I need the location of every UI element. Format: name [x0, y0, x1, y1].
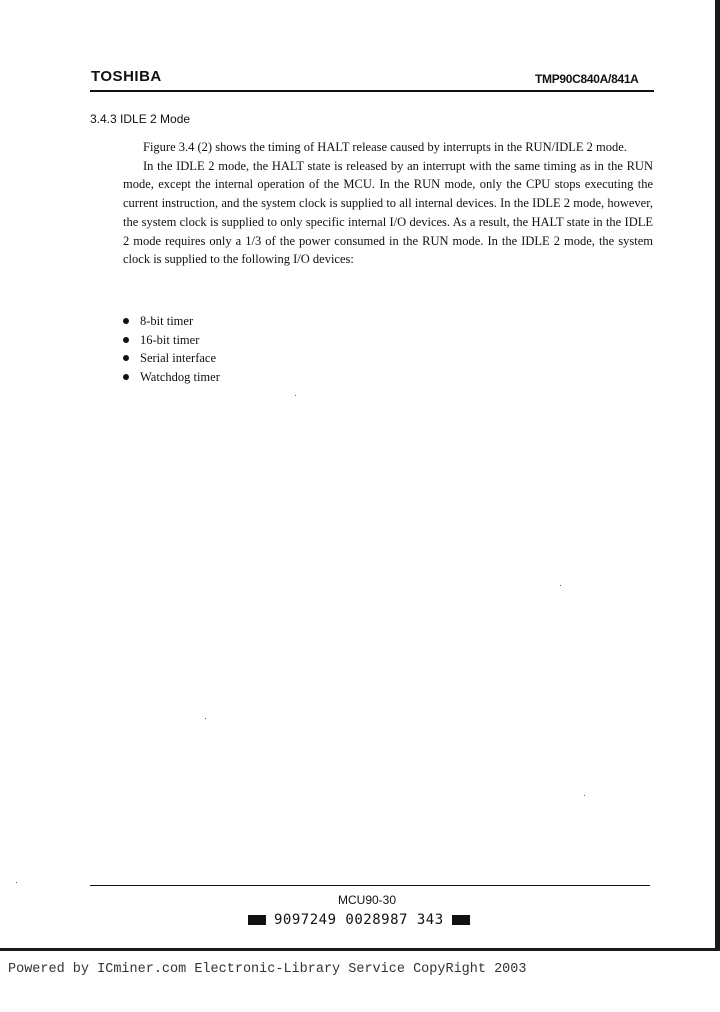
barcode-text: 9097249 0028987 343	[274, 912, 444, 928]
scan-speck	[295, 395, 296, 396]
list-item	[123, 368, 220, 387]
bullet-icon	[123, 337, 129, 343]
list-item-label: 16-bit timer	[140, 332, 200, 347]
watermark-text: Powered by ICminer.com Electronic-Library Service CopyRight 2003	[8, 962, 527, 977]
scan-edge	[0, 948, 720, 951]
list-item	[123, 331, 220, 350]
list-item-label: Watchdog timer	[140, 370, 220, 385]
bullet-icon	[123, 318, 129, 324]
scan-speck	[584, 795, 585, 796]
page-number: MCU90-30	[338, 893, 397, 907]
list-item-label: Serial interface	[140, 351, 216, 366]
paragraph: In the IDLE 2 mode, the HALT state is released by an interrupt with the same timing as in the RUN mode, except the internal operation of the MCU. In the RUN mode, only the CPU stops executing the current instruction, and the system clock is supplied to all internal devices. In the IDLE 2 mode, however, the system clock is supplied to only specific internal I/O devices. As a result, the HALT state in the IDLE 2 mode requires only a 1/3 of the power consumed in the RUN mode. In the IDLE 2 mode, the system clock is supplied to the following I/O devices:	[123, 158, 653, 267]
section-title: 3.4.3 IDLE 2 Mode	[90, 112, 191, 126]
brand-logo: TOSHIBA	[91, 68, 162, 85]
io-device-list	[123, 312, 220, 387]
footer-rule	[90, 885, 650, 886]
barcode-line	[248, 912, 470, 928]
body-text	[123, 138, 653, 269]
barcode-mark-icon	[248, 915, 266, 925]
bullet-icon	[123, 374, 129, 380]
list-item	[123, 312, 220, 331]
barcode-mark-icon	[452, 915, 470, 925]
list-item	[123, 349, 220, 368]
scan-speck	[205, 718, 206, 719]
paragraph: Figure 3.4 (2) shows the timing of HALT release caused by interrupts in the RUN/IDLE 2 mode.	[143, 140, 627, 154]
bullet-icon	[123, 355, 129, 361]
list-item-label: 8-bit timer	[140, 314, 194, 328]
header-rule	[90, 90, 654, 92]
scan-speck	[560, 585, 561, 586]
part-number: TMP90C840A/841A	[535, 72, 639, 86]
scan-edge	[715, 0, 720, 950]
scan-speck	[16, 882, 17, 883]
